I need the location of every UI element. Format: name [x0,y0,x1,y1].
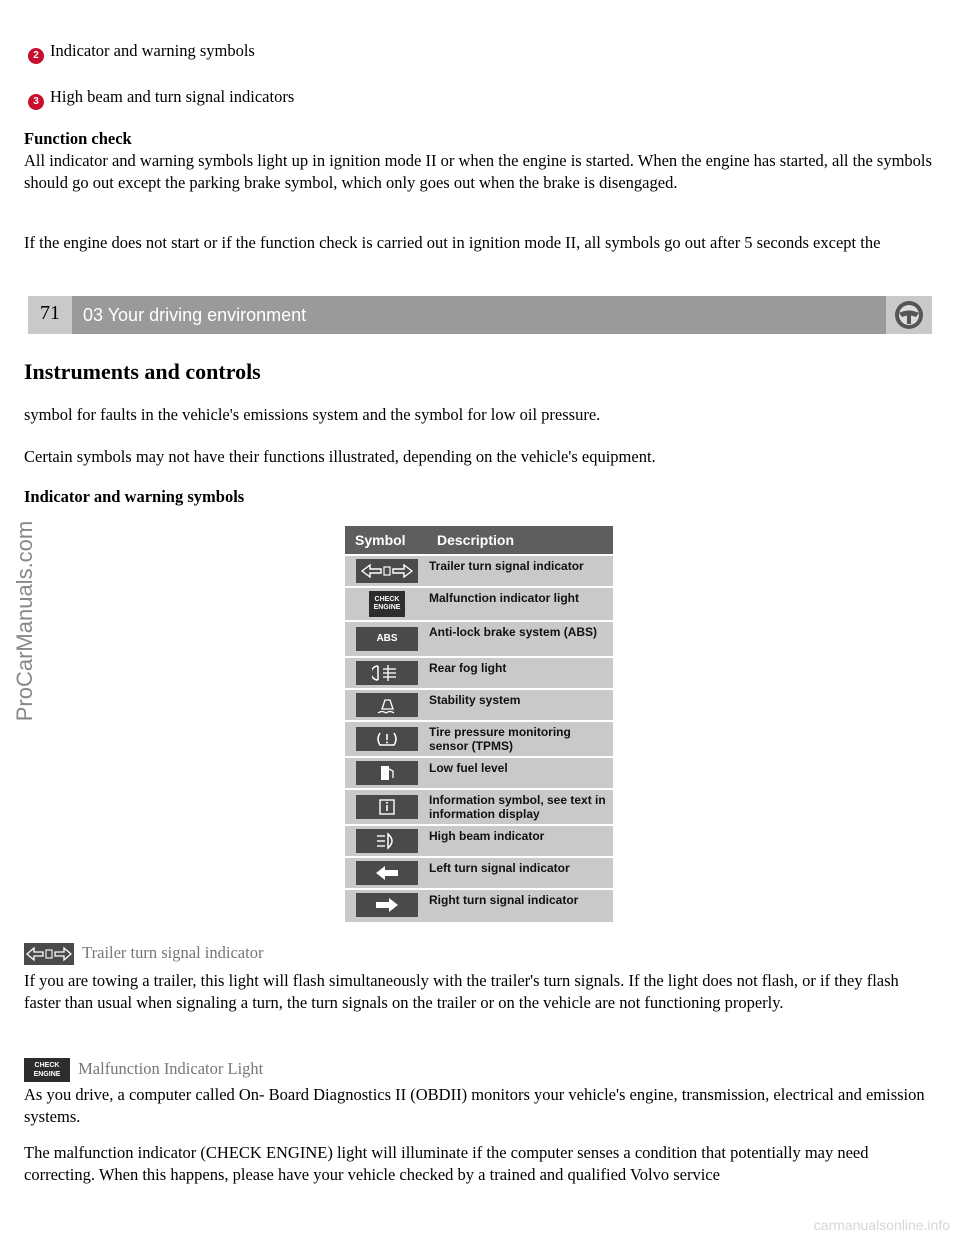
check-engine-icon: CHECK ENGINE [24,1058,70,1082]
row-description: Information symbol, see text in information display [429,793,606,821]
table-row [345,856,613,888]
row-description: Trailer turn signal indicator [429,559,584,573]
row-description: Rear fog light [429,661,507,675]
table-row [345,788,613,824]
function-check-paragraph-2: If the engine does not start or if the function check is carried out in ignition mode II, all symbols go out after 5 seconds except the [24,233,881,252]
row-description: Malfunction indicator light [429,591,579,605]
fuel-icon [356,761,418,785]
footer-watermark: carmanualsonline.info [813,1217,950,1233]
table-row [345,888,613,920]
trailer-turn-icon [356,559,418,583]
table-row [345,756,613,788]
high-beam-icon [356,829,418,853]
table-row [345,824,613,856]
stability-icon [356,693,418,717]
malfunction-paragraph: As you drive, a computer called On- Board Diagnostics II (OBDII) monitors your vehicle's engine, transmission, electrical and emission systems. [24,1085,925,1126]
section-paragraph: symbol for faults in the vehicle's emissions system and the symbol for low oil pressure. [24,405,601,424]
rear-fog-icon [356,661,418,685]
row-description: Tire pressure monitoring sensor (TPMS) [429,725,571,753]
table-row [345,554,613,586]
symbol-table [345,526,613,922]
section-title: Instruments and controls [24,359,261,384]
section-subheading: Indicator and warning symbols [24,487,245,506]
list-item-text: High beam and turn signal indicators [50,87,295,106]
info-icon [356,795,418,819]
steering-wheel-icon [886,296,932,334]
malfunction-paragraph-2: The malfunction indicator (CHECK ENGINE) light will illuminate if the computer senses a condition that potentially may need correcting. When this happens, please have your vehicle checked by a trained and qualified Volvo service [24,1143,869,1184]
row-description: Low fuel level [429,761,508,775]
table-header [345,526,613,554]
trailer-turn-icon [24,943,74,965]
trailer-title: Trailer turn signal indicator [82,943,264,962]
table-row [345,656,613,688]
function-check-heading: Function check [24,129,132,148]
row-description: Stability system [429,693,521,707]
row-description: Anti-lock brake system (ABS) [429,625,598,639]
number-badge: 3 [28,94,44,110]
trailer-paragraph: If you are towing a trailer, this light will flash simultaneously with the trailer's turn signals. If the light does not flash, or if they flash faster than usual when signaling a turn, the turn signals on the trailer or on the vehicle are not functioning properly. [24,971,899,1012]
list-item [28,86,294,108]
number-badge: 2 [28,48,44,64]
check-engine-icon: CHECK ENGINE [369,591,405,617]
section-paragraph-2: Certain symbols may not have their functions illustrated, depending on the vehicle's equipment. [24,447,656,466]
table-row [345,586,613,620]
right-arrow-icon [356,893,418,917]
malfunction-title: Malfunction Indicator Light [78,1059,264,1078]
column-header-description: Description [437,532,515,548]
tpms-icon [356,727,418,751]
table-row [345,688,613,720]
table-row [345,620,613,656]
left-arrow-icon [356,861,418,885]
row-description: Right turn signal indicator [429,893,579,907]
watermark: ProCarManuals.com [12,520,37,722]
abs-icon: ABS [356,627,418,651]
banner-title: 03 Your driving environment [83,305,307,325]
table-row [345,720,613,756]
list-item-text: Indicator and warning symbols [50,41,255,60]
row-description: High beam indicator [429,829,545,843]
list-item [28,40,255,62]
row-description: Left turn signal indicator [429,861,570,875]
malfunction-heading [24,1058,263,1082]
page-number: 71 [28,296,72,334]
function-check-paragraph: All indicator and warning symbols light up in ignition mode II or when the engine is started. When the engine has started, all the symbols should go out except the parking brake symbol, which only goes out when the brake is disengaged. [24,151,932,192]
column-header-symbol: Symbol [355,532,406,548]
trailer-heading [24,942,263,965]
